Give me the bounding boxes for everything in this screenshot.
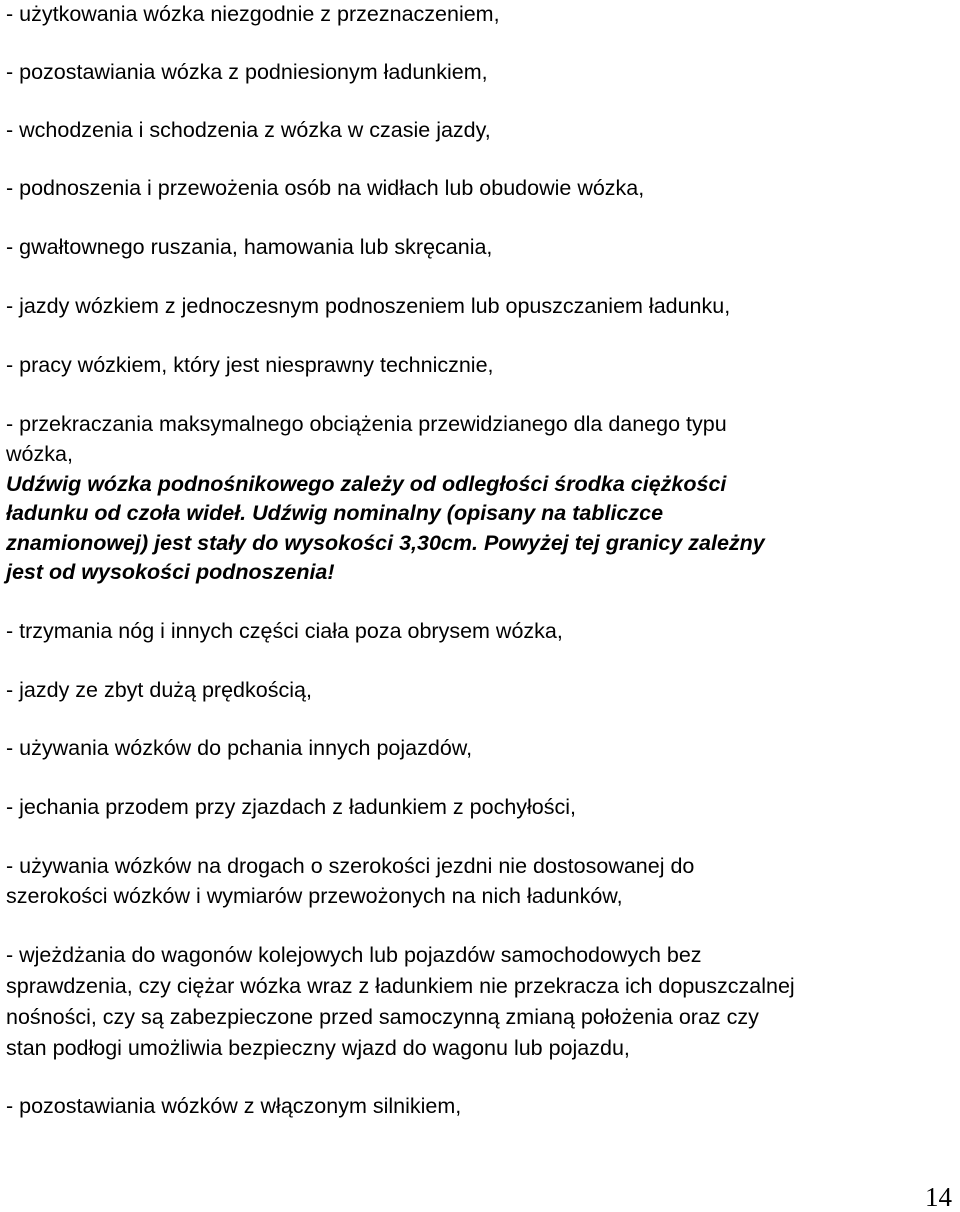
list-item: - jazdy ze zbyt dużą prędkością, [6,678,312,702]
list-item: - wchodzenia i schodzenia z wózka w czasie jazdy, [6,118,491,142]
list-item: - pozostawiania wózka z podniesionym ładunkiem, [6,60,488,84]
list-item: - używania wózków na drogach o szerokości jezdni nie dostosowanej do [6,854,695,878]
list-item-continuation: nośności, czy są zabezpieczone przed samoczynną zmianą położenia oraz czy [6,1005,759,1029]
capacity-note-line: jest od wysokości podnoszenia! [6,560,335,584]
list-item: - używania wózków do pchania innych pojazdów, [6,736,473,760]
list-item: - użytkowania wózka niezgodnie z przeznaczeniem, [6,2,500,26]
list-item: - przekraczania maksymalnego obciążenia przewidzianego dla danego typu [6,412,727,436]
list-item-continuation: szerokości wózków i wymiarów przewożonych na nich ładunków, [6,884,623,908]
capacity-note-line: znamionowej) jest stały do wysokości 3,30cm. Powyżej tej granicy zależny [6,531,765,555]
list-item: - trzymania nóg i innych części ciała poza obrysem wózka, [6,619,563,643]
list-item: - jazdy wózkiem z jednoczesnym podnoszeniem lub opuszczaniem ładunku, [6,294,731,318]
list-item: - podnoszenia i przewożenia osób na widłach lub obudowie wózka, [6,176,645,200]
list-item: - jechania przodem przy zjazdach z ładunkiem z pochyłości, [6,795,577,819]
list-item: - wjeżdżania do wagonów kolejowych lub pojazdów samochodowych bez [6,943,702,967]
list-item: - pozostawiania wózków z włączonym silnikiem, [6,1094,462,1118]
page-number: 14 [925,1182,952,1212]
list-item: - gwałtownego ruszania, hamowania lub skręcania, [6,235,493,259]
list-item-continuation: wózka, [6,442,73,466]
list-item: - pracy wózkiem, który jest niesprawny technicznie, [6,353,494,377]
list-item-continuation: sprawdzenia, czy ciężar wózka wraz z ładunkiem nie przekracza ich dopuszczalnej [6,974,795,998]
capacity-note-line: Udźwig wózka podnośnikowego zależy od odległości środka ciężkości [6,472,727,496]
list-item-continuation: stan podłogi umożliwia bezpieczny wjazd do wagonu lub pojazdu, [6,1036,630,1060]
capacity-note-line: ładunku od czoła wideł. Udźwig nominalny (opisany na tabliczce [6,501,664,525]
